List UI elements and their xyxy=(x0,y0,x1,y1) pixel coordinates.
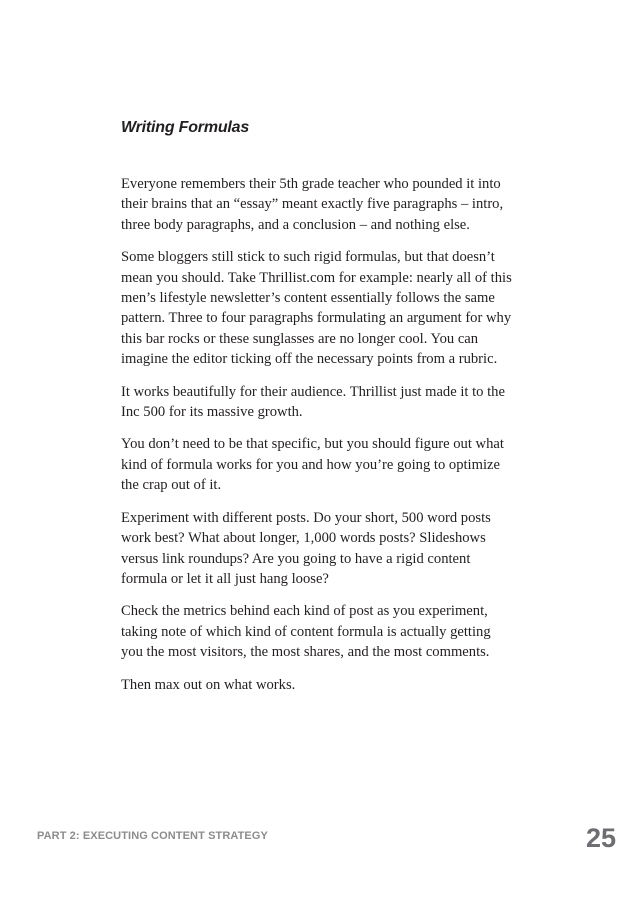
paragraph-6: Check the metrics behind each kind of post as you experiment, taking note of which kind of content formula is actually getting you the most visitors, the most shares, and the most comments. xyxy=(121,603,491,661)
paragraph-1: Everyone remembers their 5th grade teacher who pounded it into their brains that an “essay” meant exactly five paragraphs – intro, three body paragraphs, and a conclusion – and nothing else. xyxy=(121,176,504,233)
paragraph-5: Experiment with different posts. Do your short, 500 word posts work best? What about longer, 1,000 words posts? Slideshows versus link roundups? Are you going to have a rigid content formula or let it all just hang loose? xyxy=(121,509,491,587)
footer-section-title: PART 2: EXECUTING CONTENT STRATEGY xyxy=(37,830,268,842)
body-text xyxy=(121,174,513,707)
page-number: 25 xyxy=(585,823,616,853)
paragraph-4: You don’t need to be that specific, but you should figure out what kind of formula works for you and how you’re going to optimize the crap out of it. xyxy=(121,436,504,494)
paragraph-3: It works beautifully for their audience. Thrillist just made it to the Inc 500 for its massive growth. xyxy=(121,383,505,421)
section-heading: Writing Formulas xyxy=(121,119,250,136)
paragraph-2: Some bloggers still stick to such rigid formulas, but that doesn’t mean you should. Take Thrillist.com for example: nearly all of this men’s lifestyle newsletter’s content essentially follows the same pattern. Three to four paragraphs formulating an argument for why this bar rocks or these sunglasses are no longer cool. You can imagine the editor ticking off the necessary points from a rubric. xyxy=(121,249,512,368)
paragraph-7: Then max out on what works. xyxy=(121,676,296,693)
